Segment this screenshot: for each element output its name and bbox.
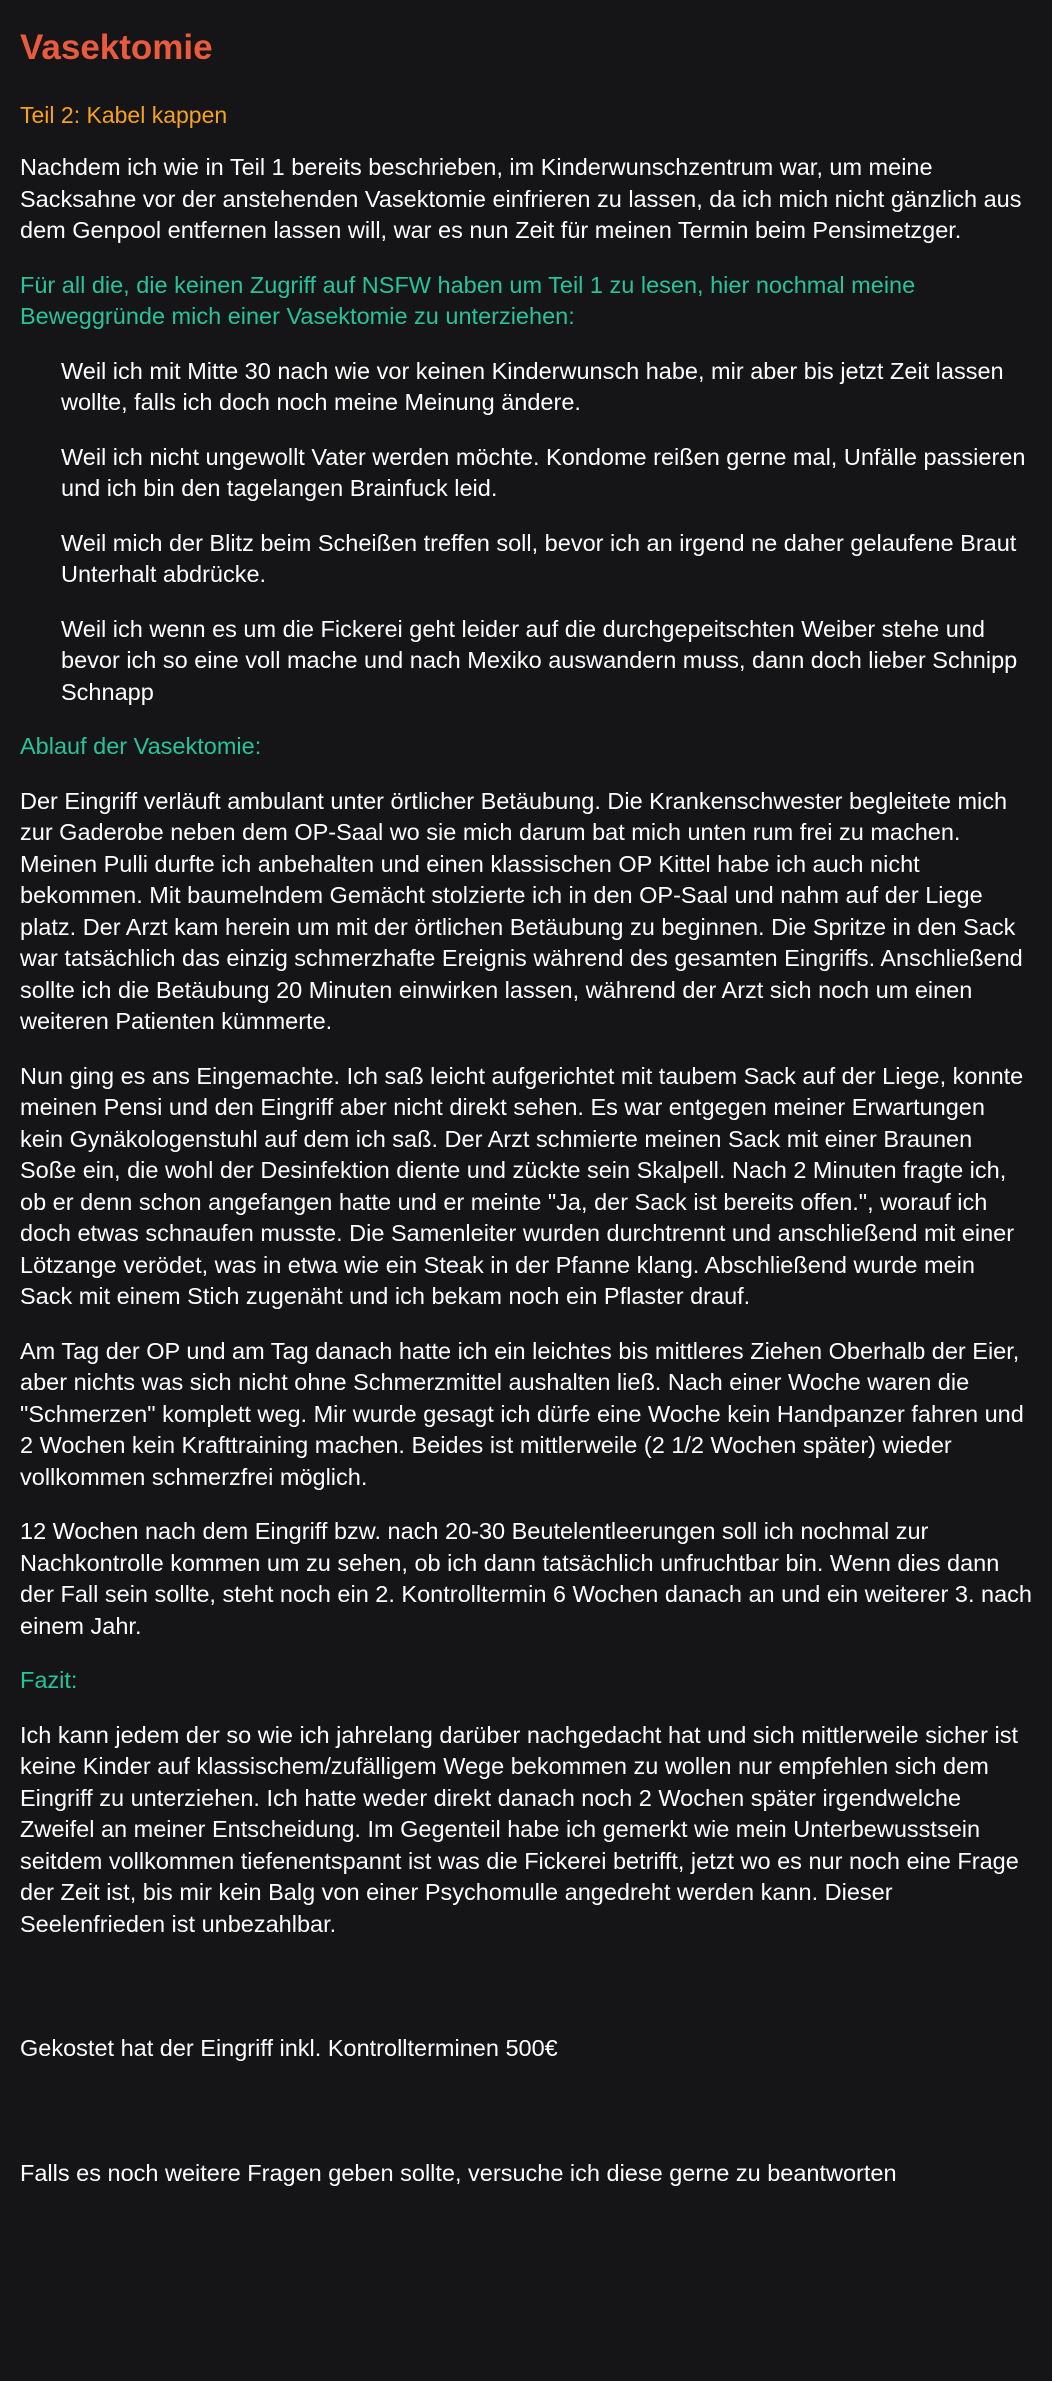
reasons-heading: Für all die, die keinen Zugriff auf NSFW haben um Teil 1 zu lesen, hier nochmal meine Beweggründe mich einer Vasektomie zu unterziehen: [20, 271, 916, 329]
reason-item: Weil ich mit Mitte 30 nach wie vor keinen Kinderwunsch habe, mir aber bis jetzt Zeit lassen wollte, falls ich doch noch meine Meinung ändere. [61, 357, 1004, 415]
spacer [20, 2088, 1032, 2158]
procedure-heading: Ablauf der Vasektomie: [20, 733, 262, 759]
article-subtitle: Teil 2: Kabel kappen [20, 102, 228, 128]
procedure-paragraph: Der Eingriff verläuft ambulant unter örtlicher Betäubung. Die Krankenschwester begleitete mich zur Gaderobe neben dem OP-Saal wo sie mich darum bat mich unten rum frei zu machen. Meinen Pulli durfte ich anbehalten und einen klassischen OP Kittel habe ich auch nicht bekommen. Mit baumelndem Gemächt stolzierte ich in den OP-Saal und nahm auf der Liege platz. Der Arzt kam herein um mit der örtlichen Betäubung zu beginnen. Die Spritze in den Sack war tatsächlich das einzig schmerzhafte Ereignis während des gesamten Eingriffs. Anschließend sollte ich die Betäubung 20 Minuten einwirken lassen, während der Arzt sich noch um einen weiteren Patienten kümmerte. [20, 787, 1023, 1034]
spacer [20, 1963, 1032, 2033]
procedure-paragraph: Am Tag der OP und am Tag danach hatte ich ein leichtes bis mittleres Ziehen Oberhalb der Eier, aber nichts was sich nicht ohne Schmerzmittel aushalten ließ. Nach einer Woche waren die "Schmerzen" komplett weg. Mir wurde gesagt ich dürfe eine Woche kein Handpanzer fahren und 2 Wochen kein Krafttraining machen. Beides ist mittlerweile (2 1/2 Wochen später) wieder vollkommen schmerzfrei möglich. [20, 1337, 1024, 1490]
reason-item: Weil ich nicht ungewollt Vater werden möchte. Kondome reißen gerne mal, Unfälle passieren und ich bin den tagelangen Brainfuck leid. [61, 443, 1026, 501]
cost-paragraph: Gekostet hat der Eingriff inkl. Kontrollterminen 500€ [20, 2035, 558, 2061]
article-title: Vasektomie [20, 28, 213, 67]
conclusion-paragraph: Ich kann jedem der so wie ich jahrelang darüber nachgedacht hat und sich mittlerweile sicher ist keine Kinder auf klassischem/zufälligem Wege bekommen zu wollen nur empfehlen sich dem Eingriff zu unterziehen. Ich hatte weder direkt danach noch 2 Wochen später irgendwelche Zweifel an meiner Entscheidung. Im Gegenteil habe ich gemerkt wie mein Unterbewusstsein seitdem vollkommen tiefenentspannt ist was die Fickerei betrifft, jetzt wo es nur noch eine Frage der Zeit ist, bis mir kein Balg von einer Psychomulle angedreht werden kann. Dieser Seelenfrieden ist unbezahlbar. [20, 1721, 1019, 1937]
reasons-list [20, 356, 1032, 709]
reason-item: Weil ich wenn es um die Fickerei geht leider auf die durchgepeitschten Weiber stehe und bevor ich so eine voll mache und nach Mexiko auswandern muss, dann doch lieber Schnipp Schnapp [61, 615, 1018, 705]
reason-item: Weil mich der Blitz beim Scheißen treffen soll, bevor ich an irgend ne daher gelaufene Braut Unterhalt abdrücke. [61, 529, 1017, 587]
closing-paragraph: Falls es noch weitere Fragen geben sollte, versuche ich diese gerne zu beantworten [20, 2159, 897, 2186]
conclusion-heading: Fazit: [20, 1667, 78, 1693]
procedure-paragraph: 12 Wochen nach dem Eingriff bzw. nach 20-30 Beutelentleerungen soll ich nochmal zur Nachkontrolle kommen um zu sehen, ob ich dann tatsächlich unfruchtbar bin. Wenn dies dann der Fall sein sollte, steht noch ein 2. Kontrolltermin 6 Wochen danach an und ein weiterer 3. nach einem Jahr. [20, 1518, 1032, 1639]
procedure-paragraph: Nun ging es ans Eingemachte. Ich saß leicht aufgerichtet mit taubem Sack auf der Liege, konnte meinen Pensi und den Eingriff aber nicht direkt sehen. Es war entgegen meiner Erwartungen kein Gynäkologenstuhl auf dem ich saß. Der Arzt schmierte meinen Sack mit einer Braunen Soße ein, die wohl der Desinfektion diente und zückte sein Skalpell. Nach 2 Minuten fragte ich, ob er denn schon angefangen hatte und er meinte "Ja, der Sack ist bereits offen.", worauf ich doch etwas schnaufen musste. Die Samenleiter wurden durchtrennt und anschließend mit einer Lötzange verödet, was in etwa wie ein Steak in der Pfanne klang. Abschließend wurde mein Sack mit einem Stich zugenäht und ich bekam noch ein Pflaster drauf. [20, 1062, 1024, 1309]
intro-paragraph: Nachdem ich wie in Teil 1 bereits beschrieben, im Kinderwunschzentrum war, um meine Sacksahne vor der anstehenden Vasektomie einfrieren zu lassen, da ich mich nicht gänzlich aus dem Genpool entfernen lassen will, war es nun Zeit für meinen Termin beim Pensimetzger. [20, 154, 1022, 243]
